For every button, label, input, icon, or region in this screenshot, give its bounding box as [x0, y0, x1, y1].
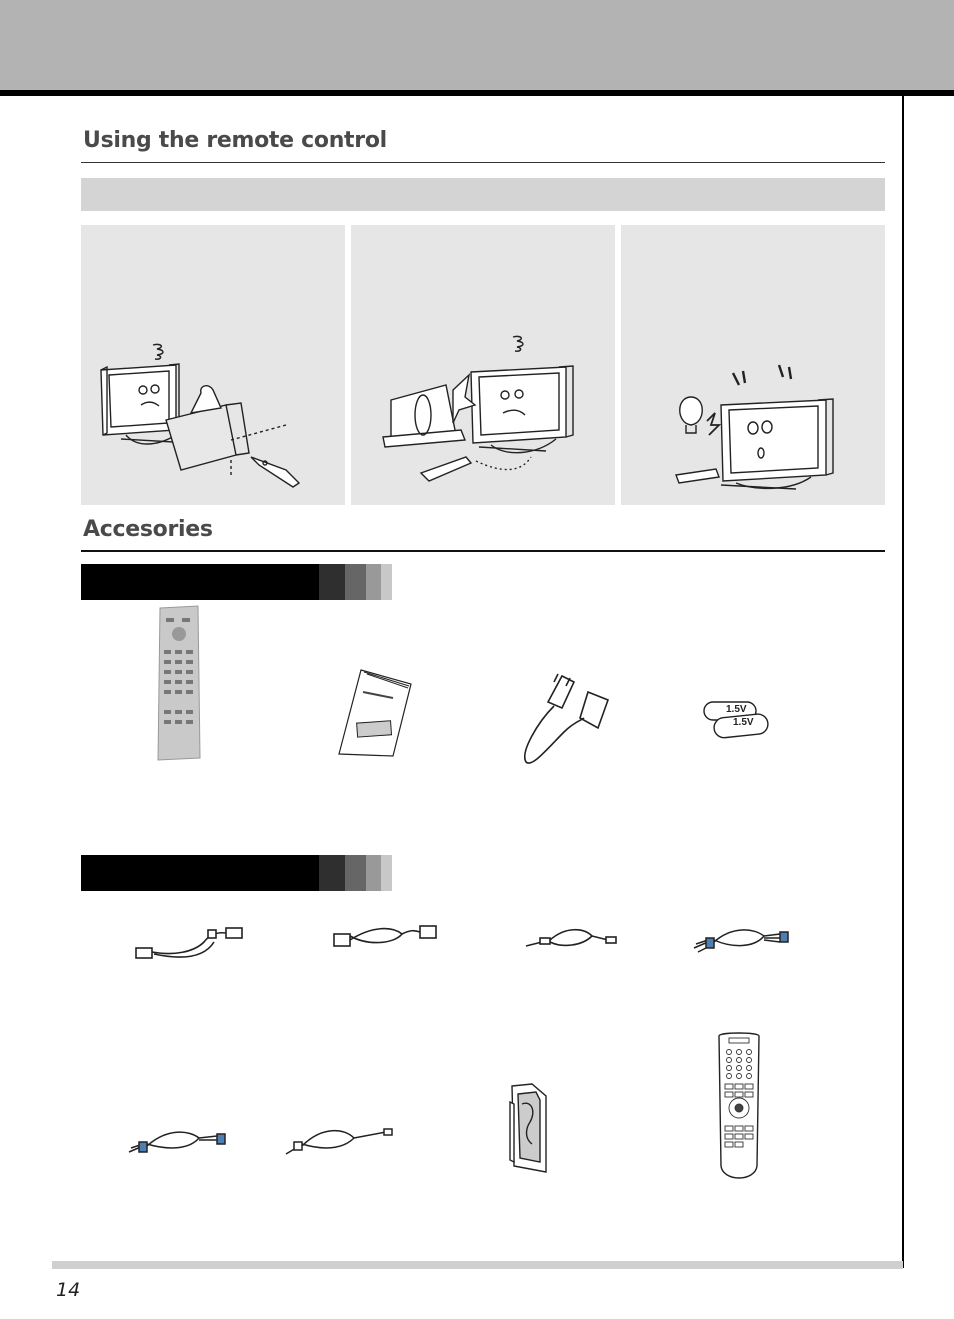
optional-accessories-bar	[81, 855, 392, 891]
vga-cable-icon	[134, 922, 246, 962]
section-title-accessories: Accesories	[83, 517, 213, 542]
dvi-cable-item	[332, 922, 440, 952]
standard-accessories-bar	[81, 564, 392, 600]
component-cable-item	[692, 924, 798, 954]
illustration-angle	[351, 225, 615, 505]
battery-voltage-label-1: 1.5V	[726, 704, 747, 715]
power-cord-item	[518, 672, 614, 768]
remote-control-icon	[150, 604, 208, 764]
manual-booklet-icon	[333, 668, 415, 760]
wall-bracket-icon	[502, 1082, 552, 1174]
footer-band	[52, 1261, 903, 1269]
remote-control-alt-icon	[715, 1030, 763, 1182]
page-number: 14	[56, 1279, 81, 1301]
component-cable-icon	[692, 924, 798, 954]
section-title-remote: Using the remote control	[83, 128, 387, 153]
scart-cable-item	[127, 1126, 233, 1156]
batteries-item	[700, 698, 774, 742]
owners-manual-item	[333, 668, 415, 760]
scart-cable-icon	[127, 1126, 233, 1156]
accessories-underline	[81, 550, 885, 552]
remote-control-optional-item	[715, 1030, 763, 1182]
tv-blocked-illustration	[81, 225, 345, 505]
tv-angle-illustration	[351, 225, 615, 505]
dvi-cable-icon	[332, 922, 440, 952]
audio-cable-icon	[282, 1124, 398, 1158]
battery-voltage-label-2: 1.5V	[733, 717, 754, 728]
illustration-obstacle	[81, 225, 345, 505]
remote-control-item	[150, 604, 208, 764]
av-cable-icon	[522, 924, 622, 952]
tv-light-illustration	[621, 225, 885, 505]
header-band	[0, 0, 954, 90]
title-underline	[81, 162, 885, 163]
wall-mount-item	[502, 1082, 552, 1174]
av-cable-item	[522, 924, 622, 952]
audio-cable-item	[282, 1124, 398, 1158]
illustration-light	[621, 225, 885, 505]
subheading-bar	[81, 178, 885, 211]
right-margin-rule	[902, 96, 904, 1268]
header-rule	[0, 90, 954, 96]
vga-cable-item	[134, 922, 246, 962]
power-cord-icon	[518, 672, 614, 768]
